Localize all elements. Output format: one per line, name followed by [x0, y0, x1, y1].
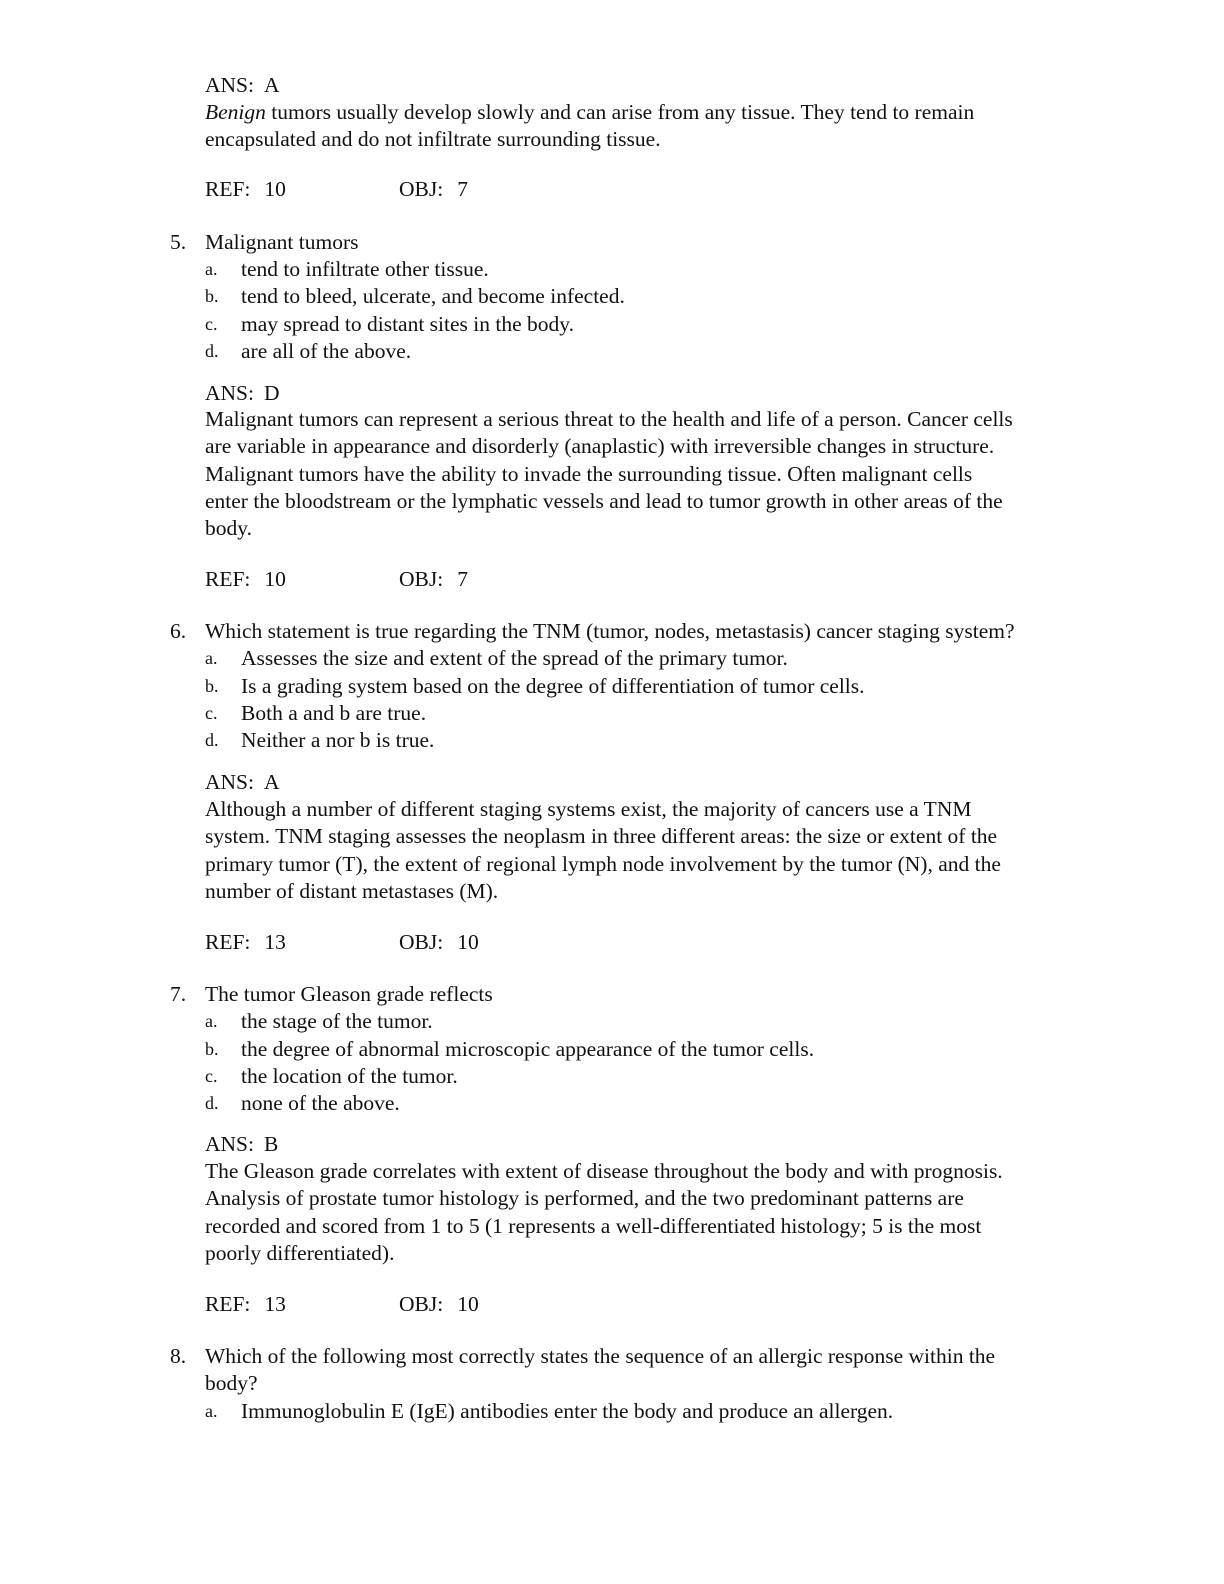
rationale-line: Analysis of prostate tumor histology is performed, and the two predominant patterns are — [205, 1186, 964, 1210]
option-letter: a. — [205, 259, 218, 279]
rationale-line: recorded and scored from 1 to 5 (1 represents a well-differentiated histology; 5 is the most — [205, 1214, 982, 1238]
answer-label: ANS: — [205, 1132, 254, 1156]
question-number: 5. — [170, 230, 187, 254]
obj-label: OBJ: — [399, 567, 444, 591]
obj-value: 10 — [457, 1292, 479, 1316]
option-text: Neither a nor b is true. — [241, 728, 435, 752]
answer-letter: A — [263, 770, 280, 794]
option-letter: a. — [205, 1401, 218, 1421]
ref-field — [205, 1291, 286, 1319]
answer-letter: A — [263, 73, 280, 97]
option-letter: b. — [205, 286, 219, 306]
answer-label: ANS: — [205, 73, 254, 97]
option-text: Assesses the size and extent of the spread of the primary tumor. — [241, 646, 788, 670]
question-number: 8. — [170, 1344, 187, 1368]
obj-label: OBJ: — [399, 930, 444, 954]
rationale-line: system. TNM staging assesses the neoplasm in three different areas: the size or extent of the — [205, 824, 998, 848]
answer-line — [205, 72, 280, 100]
rationale-line: The Gleason grade correlates with extent of disease throughout the body and with prognosis. — [205, 1159, 1003, 1183]
question-number: 6. — [170, 619, 187, 643]
ref-value: 13 — [264, 1292, 286, 1316]
question-number: 7. — [170, 982, 187, 1006]
ref-value: 10 — [264, 177, 286, 201]
ref-label: REF: — [205, 567, 251, 591]
ref-value: 10 — [264, 567, 286, 591]
obj-value: 10 — [457, 930, 479, 954]
option-text: none of the above. — [241, 1091, 400, 1115]
obj-label: OBJ: — [399, 177, 444, 201]
option-letter: c. — [205, 314, 218, 334]
answer-line — [205, 769, 280, 797]
option-letter: d. — [205, 1093, 219, 1113]
ref-label: REF: — [205, 930, 251, 954]
obj-value: 7 — [457, 177, 468, 201]
option-text: tend to bleed, ulcerate, and become infected. — [241, 284, 625, 308]
question-text: Malignant tumors — [205, 230, 359, 254]
rationale-line: Malignant tumors have the ability to invade the surrounding tissue. Often malignant cells — [205, 462, 973, 486]
rationale-line: poorly differentiated). — [205, 1241, 395, 1265]
obj-value: 7 — [457, 567, 468, 591]
option-text: the stage of the tumor. — [241, 1009, 433, 1033]
option-text: Both a and b are true. — [241, 701, 427, 725]
question-text: body? — [205, 1371, 258, 1395]
option-text: may spread to distant sites in the body. — [241, 312, 574, 336]
answer-line — [205, 1131, 278, 1159]
option-letter: a. — [205, 1011, 218, 1031]
answer-line — [205, 380, 280, 408]
rationale-emphasis: Benign — [205, 100, 266, 124]
answer-label: ANS: — [205, 381, 254, 405]
obj-field — [399, 929, 479, 957]
question-text: Which statement is true regarding the TNM (tumor, nodes, metastasis) cancer staging system? — [205, 619, 1015, 643]
option-text: are all of the above. — [241, 339, 412, 363]
option-letter: d. — [205, 730, 219, 750]
rationale-line: Although a number of different staging systems exist, the majority of cancers use a TNM — [205, 797, 972, 821]
question-text: The tumor Gleason grade reflects — [205, 982, 493, 1006]
ref-value: 13 — [264, 930, 286, 954]
ref-label: REF: — [205, 177, 251, 201]
obj-field — [399, 176, 468, 204]
rationale-line: primary tumor (T), the extent of regional lymph node involvement by the tumor (N), and the — [205, 852, 1001, 876]
question-text: Which of the following most correctly states the sequence of an allergic response within the — [205, 1344, 996, 1368]
option-letter: c. — [205, 1066, 218, 1086]
option-text: tend to infiltrate other tissue. — [241, 257, 489, 281]
rationale-line: Malignant tumors can represent a serious threat to the health and life of a person. Cancer cells — [205, 407, 1013, 431]
option-text: Immunoglobulin E (IgE) antibodies enter the body and produce an allergen. — [241, 1399, 894, 1423]
rationale-line: are variable in appearance and disorderly (anaplastic) with irreversible changes in structure. — [205, 434, 995, 458]
ref-field — [205, 176, 286, 204]
rationale-line: encapsulated and do not infiltrate surrounding tissue. — [205, 127, 661, 151]
rationale-line — [205, 99, 974, 127]
option-letter: d. — [205, 341, 219, 361]
rationale-line: enter the bloodstream or the lymphatic vessels and lead to tumor growth in other areas of the — [205, 489, 1003, 513]
obj-field — [399, 1291, 479, 1319]
answer-label: ANS: — [205, 770, 254, 794]
option-text: the location of the tumor. — [241, 1064, 458, 1088]
rationale-line: body. — [205, 516, 252, 540]
option-text: Is a grading system based on the degree of differentiation of tumor cells. — [241, 674, 865, 698]
option-letter: a. — [205, 648, 218, 668]
obj-label: OBJ: — [399, 1292, 444, 1316]
option-text: the degree of abnormal microscopic appearance of the tumor cells. — [241, 1037, 815, 1061]
answer-letter: B — [263, 1132, 279, 1156]
ref-field — [205, 566, 286, 594]
answer-letter: D — [263, 381, 280, 405]
option-letter: b. — [205, 1039, 219, 1059]
ref-label: REF: — [205, 1292, 251, 1316]
ref-field — [205, 929, 286, 957]
option-letter: c. — [205, 703, 218, 723]
rationale-line: number of distant metastases (M). — [205, 879, 499, 903]
obj-field — [399, 566, 468, 594]
rationale-text: tumors usually develop slowly and can arise from any tissue. They tend to remain — [265, 100, 975, 124]
option-letter: b. — [205, 676, 219, 696]
